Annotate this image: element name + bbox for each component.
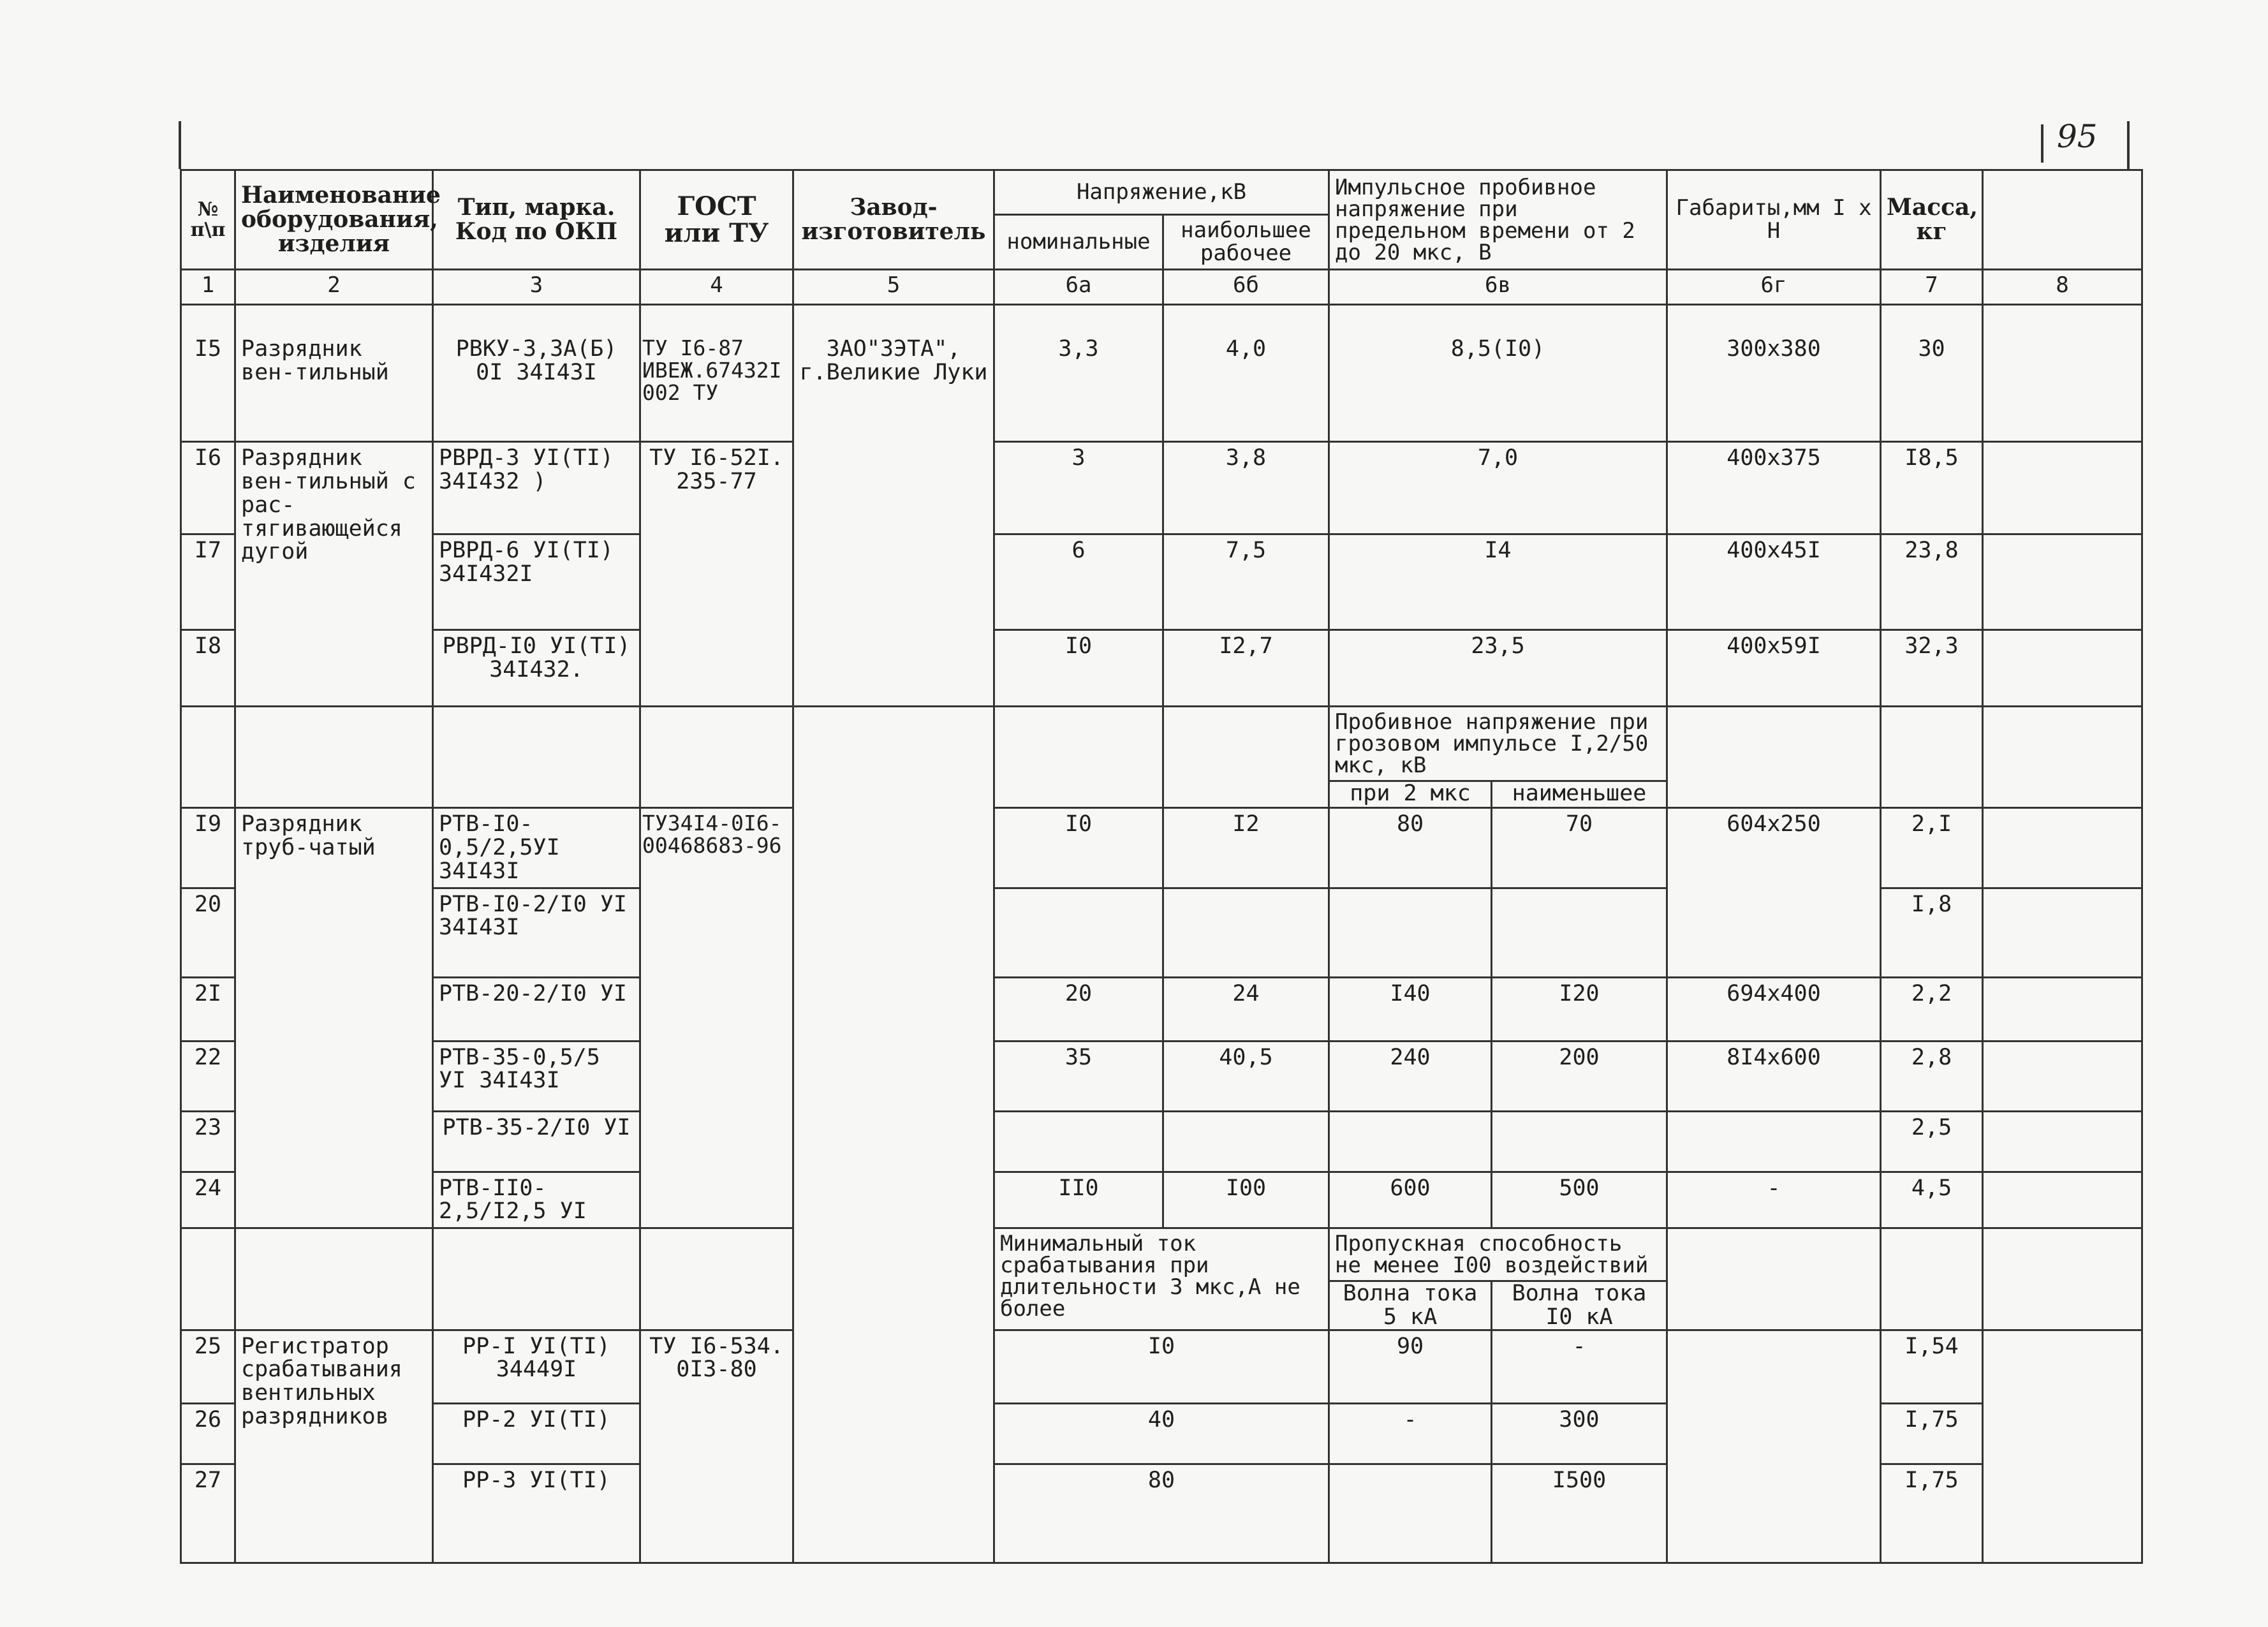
colnum-4: 4 [640,270,793,305]
row-25-27-gost: ТУ I6-534. 0I3-80 [640,1330,793,1563]
row-20-at2 [1329,888,1492,977]
row-25-27-dims [1667,1330,1881,1563]
subhdr2-note [1983,1228,2142,1330]
header-gost: ГОСТ или ТУ [640,170,793,270]
row-19-num: I9 [181,808,235,888]
subhdr1-title: Пробивное напряжение при грозовом импульсе I,2/50 мкс, кВ [1329,707,1667,781]
row-19-least: 70 [1492,808,1667,888]
row-25-current: I0 [994,1330,1329,1403]
row-23-dims [1667,1111,1881,1172]
header-name: Наименование оборудования, изделия [235,170,433,270]
subhdr1-note [1983,707,2142,808]
colnum-7: 7 [1881,270,1983,305]
row-21-num: 2I [181,977,235,1041]
row-16-dims: 400x375 [1667,442,1881,534]
subhdr1-max [1163,707,1329,808]
row-22-nominal: 35 [994,1041,1163,1111]
row-15-impulse: 8,5(I0) [1329,305,1667,442]
row-19-type: РТВ-I0-0,5/2,5УI 34I43I [433,808,640,888]
row-15-gost: ТУ I6-87 ИВЕЖ.67432I 002 ТУ [640,305,793,442]
row-22-least: 200 [1492,1041,1667,1111]
subhdr2-dims [1667,1228,1881,1330]
row-23-note [1983,1111,2142,1172]
row-15-nominal: 3,3 [994,305,1163,442]
colnum-5: 5 [793,270,994,305]
row-22-at2: 240 [1329,1041,1492,1111]
row-22-note [1983,1041,2142,1111]
row-15-name: Разрядник вен-тильный [235,305,433,442]
row-25-wave5: 90 [1329,1330,1492,1403]
row-23-num: 23 [181,1111,235,1172]
row-17-num: I7 [181,534,235,630]
page-number: 95 [2057,118,2098,155]
row-25-mass: I,54 [1881,1330,1983,1403]
row-15-type: РВКУ-3,3А(Б) 0I 34I43I [433,305,640,442]
row-27-num: 27 [181,1464,235,1563]
row-27-type: РР-3 УI(ТI) [433,1464,640,1563]
row-22-mass: 2,8 [1881,1041,1983,1111]
row-19-note [1983,808,2142,888]
row-20-mass: I,8 [1881,888,1983,977]
row-24-note [1983,1172,2142,1228]
row-19-20-dims: 604x250 [1667,808,1881,977]
row-17-note [1983,534,2142,630]
row-25-wave10: - [1492,1330,1667,1403]
colnum-6a: 6а [994,270,1163,305]
row-17-dims: 400x45I [1667,534,1881,630]
subhdr2-wave5: Волна тока 5 кА [1329,1281,1492,1330]
row-21-least: I20 [1492,977,1667,1041]
row-23-nominal [994,1111,1163,1172]
row-16-nominal: 3 [994,442,1163,534]
page-number-separator [2041,124,2043,163]
colnum-1: 1 [181,270,235,305]
row-24-at2: 600 [1329,1172,1492,1228]
row-22-max: 40,5 [1163,1041,1329,1111]
header-maker: Завод-изготовитель [793,170,994,270]
maker-zeta: ЗАО"ЗЭТА", г.Великие Луки [793,305,994,707]
row-26-wave5: - [1329,1403,1492,1464]
row-25-type: РР-I УI(ТI) 34449I [433,1330,640,1403]
subhdr2-mass [1881,1228,1983,1330]
row-16-mass: I8,5 [1881,442,1983,534]
row-17-nominal: 6 [994,534,1163,630]
row-20-num: 20 [181,888,235,977]
row-17-impulse: I4 [1329,534,1667,630]
subhdr2-throughput: Пропускная способность не менее I00 воздействий [1329,1228,1667,1281]
row-27-wave10: I500 [1492,1464,1667,1563]
row-19-max: I2 [1163,808,1329,888]
row-24-num: 24 [181,1172,235,1228]
colnum-2: 2 [235,270,433,305]
colnum-8: 8 [1983,270,2142,305]
subhdr1-type [433,707,640,808]
subhdr2-num [181,1228,235,1330]
row-19-24-gost: ТУ34I4-0I6-00468683-96 [640,808,793,1228]
row-25-27-name: Регистратор срабатывания вентильных разрядников [235,1330,433,1563]
subhdr1-nominal [994,707,1163,808]
row-15-dims: 300x380 [1667,305,1881,442]
row-20-nominal [994,888,1163,977]
row-16-type: РВРД-3 УI(ТI) 34I432 ) [433,442,640,534]
header-impulse: Импульсное пробивное напряжение при предельном времени от 2 до 20 мкс, В [1329,170,1667,270]
header-voltage: Напряжение,кВ [994,170,1329,215]
header-num: № п\п [181,170,235,270]
row-21-nominal: 20 [994,977,1163,1041]
row-21-dims: 694x400 [1667,977,1881,1041]
row-19-at2: 80 [1329,808,1492,888]
row-21-type: РТВ-20-2/I0 УI [433,977,640,1041]
row-17-type: РВРД-6 УI(ТI) 34I432I [433,534,640,630]
row-19-mass: 2,I [1881,808,1983,888]
row-21-max: 24 [1163,977,1329,1041]
row-18-mass: 32,3 [1881,630,1983,707]
colnum-6v: 6в [1329,270,1667,305]
row-20-note [1983,888,2142,977]
row-25-num: 25 [181,1330,235,1403]
subhdr2-gost [640,1228,793,1330]
row-21-note [1983,977,2142,1041]
left-margin-line [179,121,181,169]
row-18-type: РВРД-I0 УI(ТI) 34I432. [433,630,640,707]
row-26-current: 40 [994,1403,1329,1464]
row-27-wave5 [1329,1464,1492,1563]
subhdr2-name [235,1228,433,1330]
row-16-18-name: Разрядник вен-тильный с рас-тягивающейся дугой [235,442,433,707]
row-23-max [1163,1111,1329,1172]
row-20-least [1492,888,1667,977]
row-16-max: 3,8 [1163,442,1329,534]
subhdr2-type [433,1228,640,1330]
row-27-current: 80 [994,1464,1329,1563]
equipment-table [180,169,2143,1564]
subhdr1-mass [1881,707,1983,808]
row-26-wave10: 300 [1492,1403,1667,1464]
row-19-nominal: I0 [994,808,1163,888]
subhdr2-wave10: Волна тока I0 кА [1492,1281,1667,1330]
row-25-27-note [1983,1330,2142,1563]
subhdr1-least: наименьшее [1492,781,1667,808]
header-mass: Масса, кг [1881,170,1983,270]
row-16-18-gost: ТУ I6-52I. 235-77 [640,442,793,707]
row-23-type: РТВ-35-2/I0 УI [433,1111,640,1172]
row-15-mass: 30 [1881,305,1983,442]
row-26-mass: I,75 [1881,1403,1983,1464]
row-23-least [1492,1111,1667,1172]
row-21-mass: 2,2 [1881,977,1983,1041]
row-15-note [1983,305,2142,442]
colnum-6g: 6г [1667,270,1881,305]
subhdr1-at2: при 2 мкс [1329,781,1492,808]
header-type: Тип, марка. Код по ОКП [433,170,640,270]
row-24-type: РТВ-II0-2,5/I2,5 УI [433,1172,640,1228]
row-20-max [1163,888,1329,977]
row-20-type: РТВ-I0-2/I0 УI 34I43I [433,888,640,977]
row-18-note [1983,630,2142,707]
row-22-num: 22 [181,1041,235,1111]
row-17-mass: 23,8 [1881,534,1983,630]
row-26-type: РР-2 УI(ТI) [433,1403,640,1464]
row-21-at2: I40 [1329,977,1492,1041]
row-27-mass: I,75 [1881,1464,1983,1563]
row-24-nominal: II0 [994,1172,1163,1228]
row-26-num: 26 [181,1403,235,1464]
subhdr1-dims [1667,707,1881,808]
row-23-at2 [1329,1111,1492,1172]
row-15-max: 4,0 [1163,305,1329,442]
header-dims: Габариты,мм I x H [1667,170,1881,270]
header-max-working: наибольшее рабочее [1163,215,1329,270]
subhdr2-min-current: Минимальный ток срабатывания при длительности 3 мкс,А не более [994,1228,1329,1330]
row-18-max: I2,7 [1163,630,1329,707]
subhdr1-gost [640,707,793,808]
row-19-24-name: Разрядник труб-чатый [235,808,433,1228]
maker-empty-lower [793,707,994,1563]
row-17-max: 7,5 [1163,534,1329,630]
row-18-dims: 400x59I [1667,630,1881,707]
header-nominal: номинальные [994,215,1163,270]
colnum-3: 3 [433,270,640,305]
colnum-6b: 6б [1163,270,1329,305]
row-22-dims: 8I4x600 [1667,1041,1881,1111]
row-16-note [1983,442,2142,534]
right-margin-line [2127,121,2130,169]
header-empty [1983,170,2142,270]
row-18-num: I8 [181,630,235,707]
row-24-dims: - [1667,1172,1881,1228]
row-24-max: I00 [1163,1172,1329,1228]
row-23-mass: 2,5 [1881,1111,1983,1172]
subhdr1-num [181,707,235,808]
subhdr1-name [235,707,433,808]
row-16-impulse: 7,0 [1329,442,1667,534]
row-18-impulse: 23,5 [1329,630,1667,707]
row-18-nominal: I0 [994,630,1163,707]
row-22-type: РТВ-35-0,5/5 УI 34I43I [433,1041,640,1111]
row-24-least: 500 [1492,1172,1667,1228]
row-24-mass: 4,5 [1881,1172,1983,1228]
row-15-num: I5 [181,305,235,442]
row-16-num: I6 [181,442,235,534]
